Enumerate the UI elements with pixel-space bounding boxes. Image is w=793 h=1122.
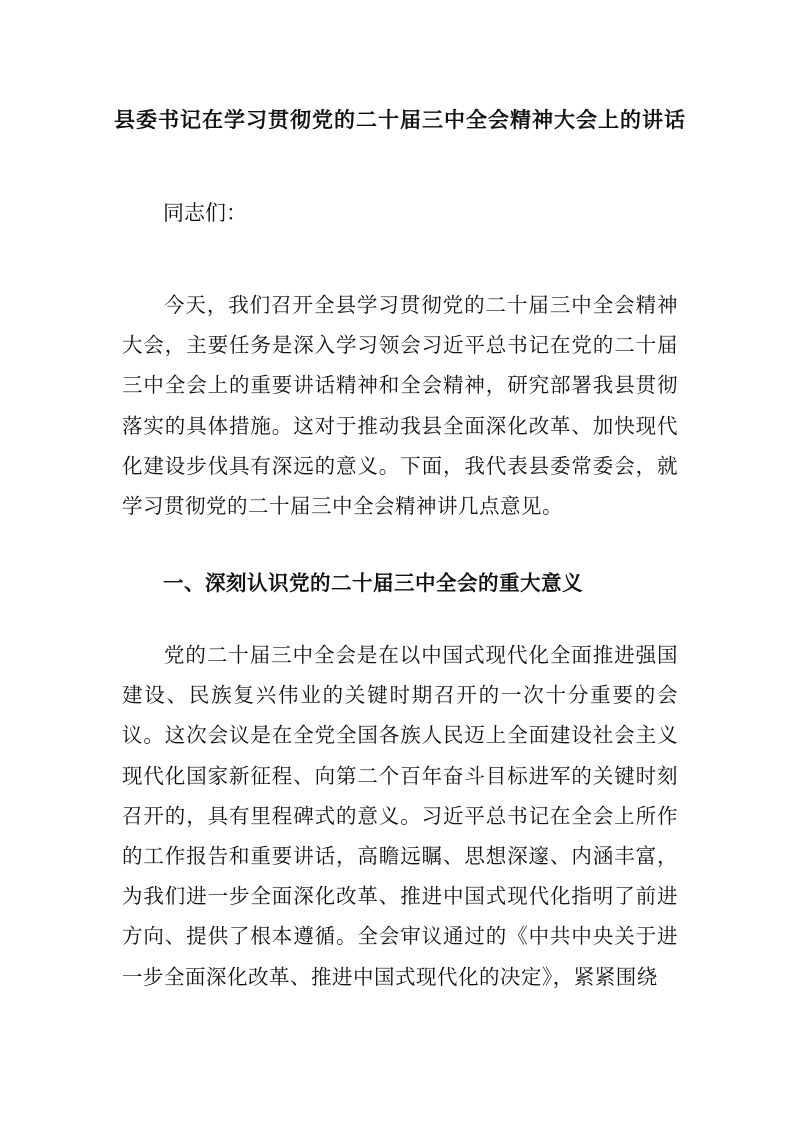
salutation: 同志们：	[163, 201, 247, 225]
paragraph-significance: 党的二十届三中全会是在以中国式现代化全面推进强国建设、民族复兴伟业的关键时期召开的一次十分重要的会议。这次会议是在全党全国各族人民迈上全面建设社会主义现代化国家新征程、向第二个百年奋斗目标进军的关键时刻召开的，具有里程碑式的意义。习近平总书记在全会上所作的工作报告和重要讲话，高瞻远瞩、思想深邃、内涵丰富，为我们进一步全面深化改革、推进中国式现代化指明了前进方向、提供了根本遵循。全会审议通过的《中共中央关于进一步全面深化改革、推进中国式现代化的决定》，紧紧围绕	[122, 643, 678, 989]
section-heading: 一、深刻认识党的二十届三中全会的重大意义	[163, 571, 583, 595]
document-title: 县委书记在学习贯彻党的二十届三中全会精神大会上的讲话	[114, 108, 686, 132]
paragraph-opening: 今天，我们召开全县学习贯彻党的二十届三中全会精神大会，主要任务是深入学习领会习近平总书记在党的二十届三中全会上的重要讲话精神和全会精神，研究部署我县贯彻落实的具体措施。这对于推动我县全面深化改革、加快现代化建设步伐具有深远的意义。下面，我代表县委常委会，就学习贯彻党的二十届三中全会精神讲几点意见。	[122, 293, 678, 519]
